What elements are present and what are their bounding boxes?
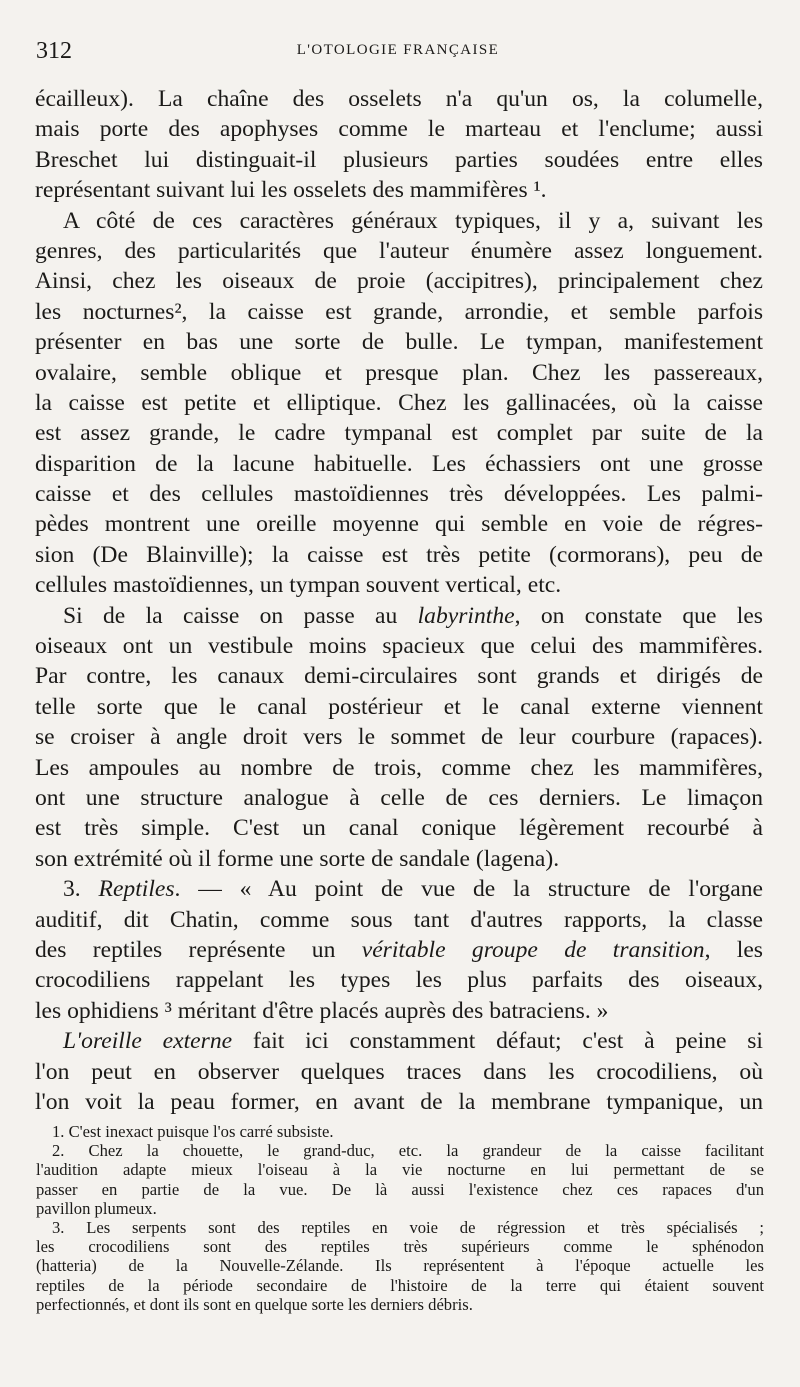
text-line: la caisse est petite et elliptique. Chez les gallinacées, où la caisse [35, 389, 763, 416]
text-line: présenter en bas une sorte de bulle. Le tympan, manifestement [35, 329, 763, 356]
text-line: se croiser à angle droit vers le sommet de leur courbure (rapaces). [35, 724, 763, 751]
text-line: Breschet lui distinguait-il plusieurs parties soudées entre elles [35, 146, 763, 173]
running-title: L'OTOLOGIE FRANÇAISE [296, 42, 500, 58]
text-line: Ainsi, chez les oiseaux de proie (accipitres), principalement chez [35, 268, 763, 295]
text-fragment: . — « Au point de vue de la structure de l'organe [174, 876, 763, 903]
text-line: les ophidiens ³ méritant d'être placés auprès des batraciens. » [35, 997, 609, 1024]
footnote-line: 3. Les serpents sont des reptiles en voie de régression et très spécialisés ; [52, 1217, 764, 1237]
text-line [35, 1026, 763, 1056]
text-line [35, 935, 763, 965]
text-line: cellules mastoïdiennes, un tympan souvent vertical, etc. [35, 572, 562, 599]
footnote-line: perfectionnés, et dont ils sont en quelque sorte les derniers débris. [36, 1294, 473, 1314]
text-line: auditif, dit Chatin, comme sous tant d'autres rapports, la classe [35, 906, 763, 933]
footnote-line: reptiles de la période secondaire de l'histoire de la terre qui étaient souvent [36, 1275, 764, 1295]
text-fragment: , les [704, 936, 763, 963]
text-line [35, 874, 763, 904]
text-line: telle sorte que le canal postérieur et le canal externe viennent [35, 693, 763, 720]
text-line [35, 601, 763, 631]
text-line: A côté de ces caractères généraux typiques, il y a, suivant les [63, 207, 763, 234]
text-line: représentant suivant lui les osselets des mammifères ¹. [35, 177, 547, 204]
italic-term-oreille-externe: L'oreille externe [63, 1028, 233, 1055]
italic-heading-reptiles: Reptiles [98, 876, 175, 903]
footnote-line: 2. Chez la chouette, le grand-duc, etc. la grandeur de la caisse facilitant [52, 1141, 764, 1161]
text-line: caisse et des cellules mastoïdiennes très développées. Les palmi- [35, 481, 763, 508]
footnote-line: pavillon plumeux. [36, 1198, 157, 1218]
text-fragment: des reptiles représente un [35, 936, 362, 963]
page-header [36, 38, 760, 68]
text-line: sion (De Blainville); la caisse est très petite (cormorans), peu de [35, 541, 763, 568]
text-line: pèdes montrent une oreille moyenne qui semble en voie de régres- [35, 511, 763, 538]
text-line: crocodiliens rappelant les types les plus parfaits des oiseaux, [35, 967, 763, 994]
text-line: ont une structure analogue à celle de ces derniers. Le limaçon [35, 784, 763, 811]
footnote-line: l'audition adapte mieux l'oiseau à la vie nocturne en lui permettant de se [36, 1160, 764, 1180]
body-text [35, 84, 763, 1117]
text-fragment: , on constate que les [514, 602, 763, 629]
italic-phrase: véritable groupe de transition [361, 936, 705, 963]
text-line: Par contre, les canaux demi-circulaires sont grands et dirigés de [35, 663, 763, 690]
text-line: ovalaire, semble oblique et presque plan. Chez les passereaux, [35, 359, 763, 386]
footnotes [36, 1122, 764, 1314]
footnote-line: 1. C'est inexact puisque l'os carré subsiste. [52, 1122, 334, 1141]
text-line: est assez grande, le cadre tympanal est complet par suite de la [35, 420, 763, 447]
text-line: les nocturnes², la caisse est grande, arrondie, et semble parfois [35, 298, 763, 325]
text-line: disparition de la lacune habituelle. Les échassiers ont une grosse [35, 450, 763, 477]
footnote-line: les crocodiliens sont des reptiles très supérieurs comme le sphénodon [36, 1237, 764, 1257]
footnote-line: passer en partie de la vue. De là aussi l'existence chez ces rapaces d'un [36, 1179, 764, 1199]
page-number: 312 [36, 38, 72, 64]
text-line: genres, des particularités que l'auteur énumère assez longuement. [35, 237, 763, 264]
italic-term-labyrinthe: labyrinthe [417, 602, 515, 629]
text-line: oiseaux ont un vestibule moins spacieux que celui des mammifères. [35, 633, 763, 660]
footnote-line: (hatteria) de la Nouvelle-Zélande. Ils représentent à l'époque actuelle les [36, 1256, 764, 1276]
text-line: est très simple. C'est un canal conique légèrement recourbé à [35, 815, 763, 842]
text-line: Les ampoules au nombre de trois, comme chez les mammifères, [35, 754, 763, 781]
text-fragment: 3. [63, 876, 99, 903]
text-line: son extrémité où il forme une sorte de sandale (lagena). [35, 845, 560, 872]
text-line: écailleux). La chaîne des osselets n'a qu'un os, la columelle, [35, 86, 763, 112]
text-fragment: fait ici constamment défaut; c'est à peine si [232, 1028, 763, 1055]
text-fragment: Si de la caisse on passe au [63, 602, 418, 629]
text-line: l'on voit la peau former, en avant de la membrane tympanique, un [35, 1088, 763, 1115]
text-line: mais porte des apophyses comme le marteau et l'enclume; aussi [35, 116, 763, 143]
text-line: l'on peut en observer quelques traces dans les crocodiliens, où [35, 1058, 763, 1085]
